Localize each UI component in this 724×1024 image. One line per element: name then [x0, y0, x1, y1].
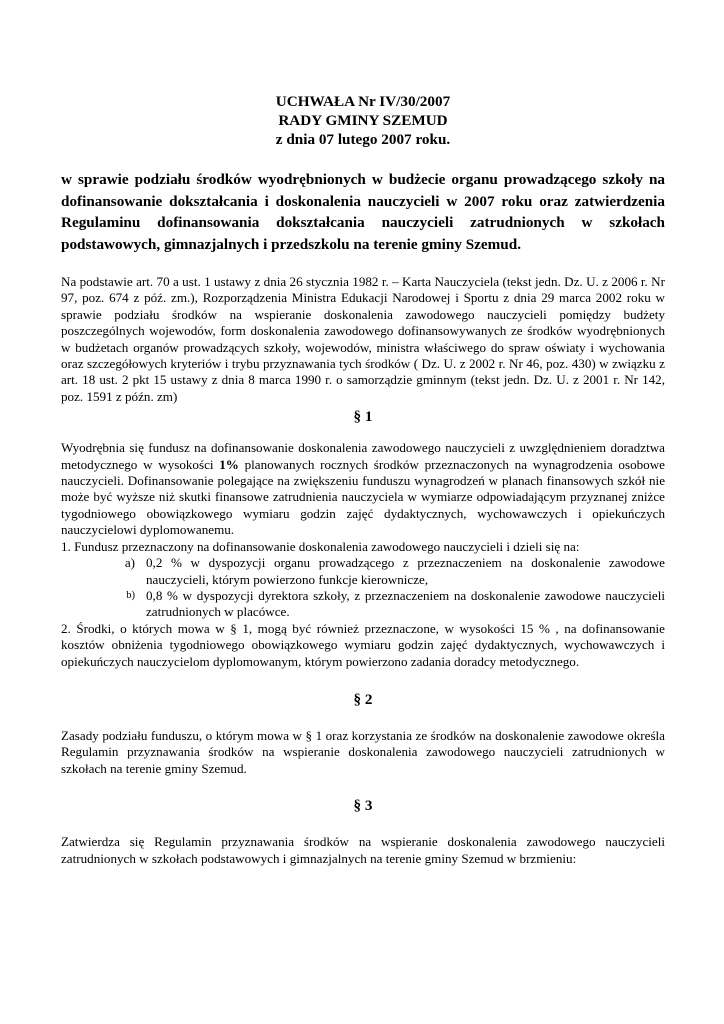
list-item-a-text: 0,2 % w dyspozycji organu prowadzącego z przeznaczeniem na doskonalenie zawodowe nauczycieli, którym powierzono funkcje kierownicze,: [146, 555, 665, 587]
section-2-text: Zasady podziału funduszu, o którym mowa w § 1 oraz korzystania ze środków na doskonalenie zawodowe określa Regulamin przyznawania środków na wspieranie doskonalenia zawodowego nauczycieli zatrudnionych w szkołach na terenie gminy Szemud.: [61, 727, 665, 776]
section-1-intro: [61, 440, 665, 538]
resolution-subject: w sprawie podziału środków wyodrębnionych w budżecie organu prowadzącego szkoły na dofinansowanie dokształcania i doskonalenia nauczycieli w 2007 roku oraz zatwierdzenia Regulaminu dofinansowania dokształcania nauczycieli zatrudnionych w szkołach podstawowych, gimnazjalnych i przedszkolu na terenie gminy Szemud.: [61, 171, 665, 253]
section-3-text: Zatwierdza się Regulamin przyznawania środków na wspieranie doskonalenia zawodowego nauczycieli zatrudnionych w szkołach podstawowych i gimnazjalnych na terenie gminy Szemud w brzmieniu:: [61, 834, 665, 866]
list-item-a-marker: a): [124, 555, 135, 571]
list-item-b-marker: b): [126, 589, 135, 601]
document-page: [61, 92, 665, 867]
section-1-point-1: 1. Fundusz przeznaczony na dofinansowanie doskonalenia zawodowego nauczycieli i dzieli się na:: [61, 538, 580, 554]
section-1-percent: 1%: [219, 456, 239, 472]
section-1-intro-text: Wyodrębnia się fundusz na dofinansowanie doskonalenia zawodowego nauczycieli z uwzględnieniem doradztwa metodycznego w wysokości: [61, 440, 665, 472]
section-1-point-2: 2. Środki, o których mowa w § 1, mogą być również przeznaczone, w wysokości 15 % , na dofinansowanie kosztów obniżenia tygodniowego obowiązkowego wymiaru godzin zajęć dydaktycznych, wychowawczych i opiekuńczych nauczycielom dyplomowanym, którym powierzono zadania doradcy metodycznego.: [61, 620, 665, 669]
list-item-a: [61, 555, 665, 588]
issuing-council: RADY GMINY SZEMUD: [278, 112, 448, 129]
legal-basis-paragraph: Na podstawie art. 70 a ust. 1 ustawy z dnia 26 stycznia 1982 r. – Karta Nauczyciela (tekst jedn. Dz. U. z 2006 r. Nr 97, poz. 674 z póź. zm.), Rozporządzenia Ministra Edukacji Narodowej i Sportu z dnia 29 marca 2002 roku w sprawie podziału środków na wspieranie doskonalenia zawodowego nauczycieli pomiędzy budżety poszczególnych wojewodów, form doskonalenia zawodowego dofinansowywanych ze środków wyodrębnionych w budżetach organów prowadzących szkoły, wojewodów, ministra właściwego do spraw oświaty i wychowania oraz szczegółowych kryteriów i trybu przyznawania tych środków ( Dz. U. z 2002 r. Nr 46, poz. 430) w związku z art. 18 ust. 2 pkt 15 ustawy z dnia 8 marca 1990 r. o samorządzie gminnym (tekst jedn. Dz. U. z 2001 r. Nr 142, poz. 1591 z późn. zm): [61, 274, 665, 404]
section-1-intro-rest: planowanych rocznych środków przeznaczonych na wynagrodzenia osobowe nauczycieli. Dofinansowanie polegające na zwiększeniu funduszu wynagrodzeń w planach finansowych szkół nie może być wyższe niż skutki finansowe zatrudnienia nauczyciela w wymiarze odpowiadającym przyznanej zniżce tygodniowego obowiązkowego wymiaru godzin zajęć dydaktycznych, wychowawczych i opiekuńczych nauczycielowi dyplomowanemu.: [61, 456, 665, 538]
resolution-number: UCHWAŁA Nr IV/30/2007: [275, 93, 451, 110]
section-1-heading: § 1: [353, 408, 373, 426]
section-2-heading: § 2: [353, 690, 373, 708]
list-item-b: [61, 588, 665, 621]
resolution-date: z dnia 07 lutego 2007 roku.: [275, 131, 451, 148]
section-3-heading: § 3: [353, 797, 373, 815]
list-item-b-text: 0,8 % w dyspozycji dyrektora szkoły, z przeznaczeniem na doskonalenie zawodowe nauczycieli zatrudnionych w placówce.: [146, 587, 665, 620]
